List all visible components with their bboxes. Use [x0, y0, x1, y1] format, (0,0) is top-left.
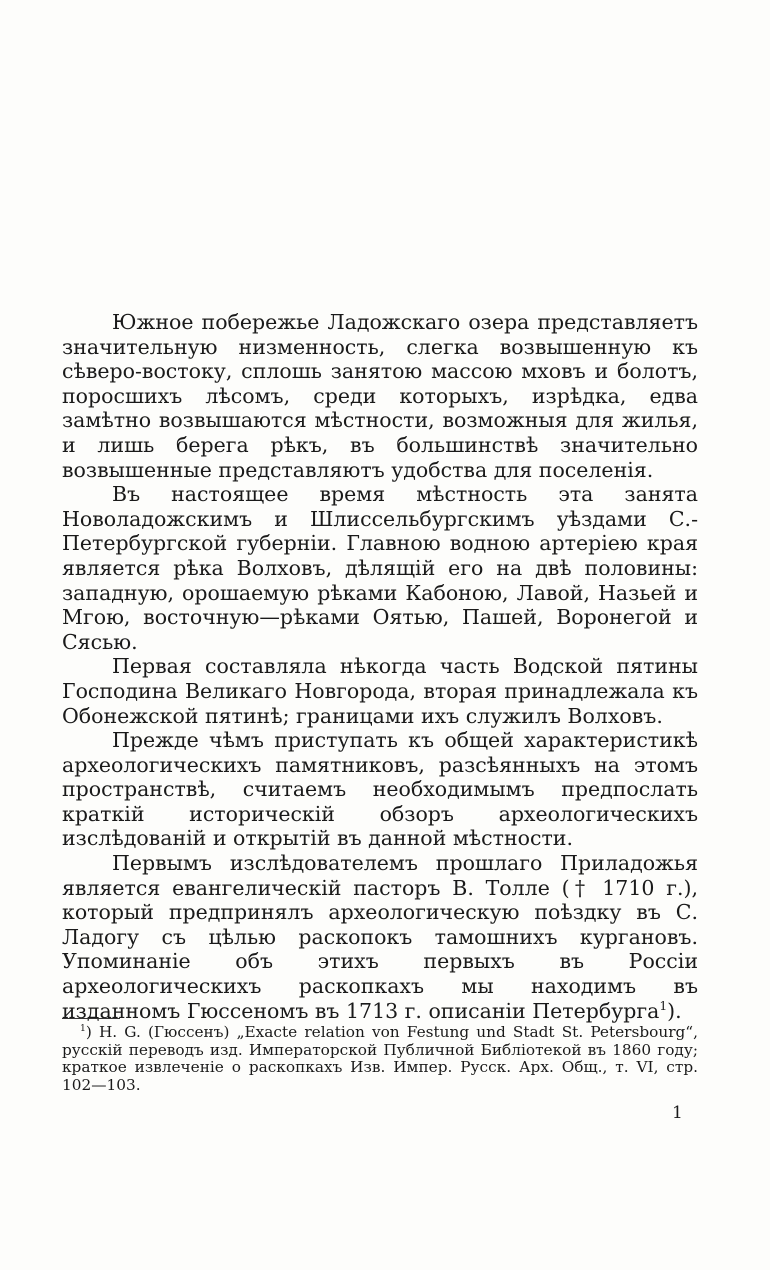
main-text — [62, 310, 698, 1023]
paragraph-last — [62, 851, 698, 1023]
footnote — [62, 1024, 698, 1094]
footnote-text: ) H. G. (Гюссенъ) „Exacte relation von Festung und Stadt St. Petersbourg“, русскій переводъ изд. Императорской Публичной Библіотекой въ 1860 году; краткое извлеченіе о раскопкахъ Изв. Импер. Русск. Арх. Общ., т. VI, стр. 102—103. — [62, 1023, 698, 1094]
footnotes — [62, 1024, 698, 1094]
paragraph: Прежде чѣмъ приступать къ общей характеристикѣ археологическихъ памятниковъ, разсѣянныхъ на этомъ пространствѣ, считаемъ необходимымъ предпослать краткій историческій обзоръ археологическихъ изслѣдованій и открытій въ данной мѣстности. — [62, 728, 698, 851]
page-number: 1 — [672, 1103, 683, 1123]
paragraph: Южное побережье Ладожскаго озера представляетъ значительную низменность, слегка возвышенную къ сѣверо-востоку, сплошь занятою массою мховъ и болотъ, поросшихъ лѣсомъ, среди которыхъ, изрѣдка, едва замѣтно возвышаются мѣстности, возможныя для жилья, и лишь берега рѣкъ, въ большинствѣ значительно возвышенные представляютъ удобства для поселенія. — [62, 310, 698, 482]
footnote-divider — [62, 1018, 120, 1019]
paragraph: Первая составляла нѣкогда часть Водской пятины Господина Великаго Новгорода, вторая принадлежала къ Обонежской пятинѣ; границами ихъ служилъ Волховъ. — [62, 654, 698, 728]
paragraph-suffix: ). — [667, 998, 682, 1023]
footnote-reference: 1 — [659, 998, 668, 1013]
paragraph: Въ настоящее время мѣстность эта занята Новоладожскимъ и Шлиссельбургскимъ уѣздами С.-Петербургской губерніи. Главною водною артеріею края является рѣка Волховъ, дѣлящій его на двѣ половины: западную, орошаемую рѣками Кабоною, Лавой, Назьей и Мгою, восточную—рѣками Оятью, Пашей, Воронегой и Сясью. — [62, 482, 698, 654]
paragraph-text: Первымъ изслѣдователемъ прошлаго Приладожья является евангелическій пасторъ В. Толле († 1710 г.), который предпринялъ археологическую поѣздку въ С. Ладогу съ цѣлью раскопокъ тамошнихъ кургановъ. Упоминаніе объ этихъ первыхъ въ Россіи археологическихъ раскопкахъ мы находимъ въ изданномъ Гюссеномъ въ 1713 г. описаніи Петербурга — [62, 851, 698, 1023]
footnote-marker: 1 — [80, 1022, 86, 1034]
